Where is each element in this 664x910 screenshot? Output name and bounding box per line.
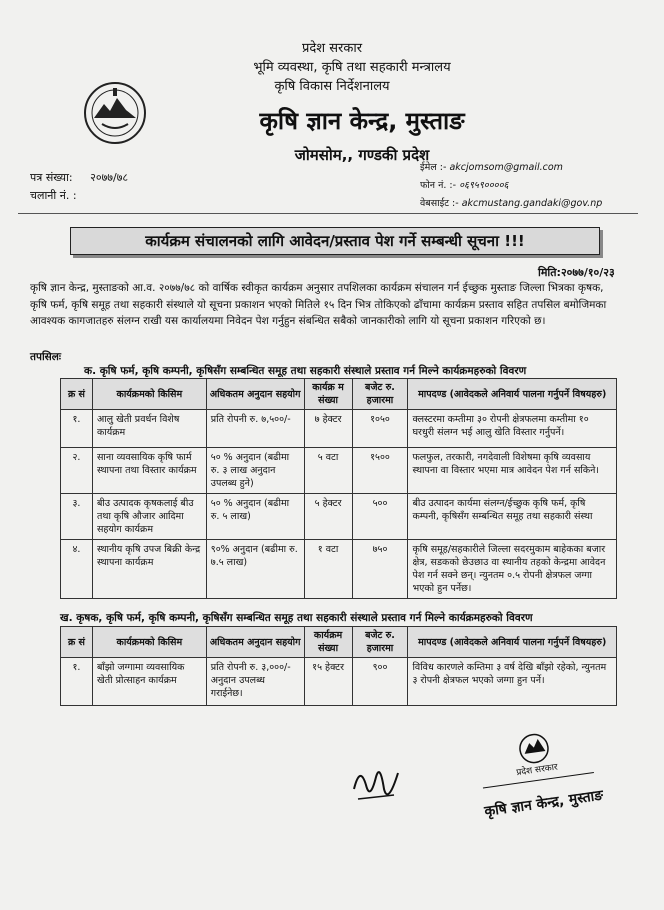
header-criteria: मापदण्ड (आवेदकले अनिवार्य पालना गर्नुपर्ने विषयहरु) xyxy=(408,379,617,410)
chalani-number: चलानी नं. : xyxy=(30,189,77,202)
header-line-directorate: कृषि विकास निर्देशनालय xyxy=(274,79,390,94)
contact-website xyxy=(420,196,602,209)
cell-budget: ५०० xyxy=(352,494,408,540)
email-value: akcjomsom@gmail.com xyxy=(449,162,563,173)
cell-program-type: आलु खेती प्रवर्धन विशेष कार्यक्रम xyxy=(92,410,206,448)
cell-sn: २. xyxy=(61,448,93,494)
cell-criteria: बीउ उत्पादन कार्यमा संलग्न/ईच्छुक कृषि फर्म, कृषि कम्पनी, कृषिसँग सम्बन्धित समूह तथा सहकारी संस्था xyxy=(408,494,617,540)
cell-criteria: विविध कारणले कम्तिमा ३ वर्ष देखि बाँझो रहेको, न्युनतम ३ रोपनी क्षेत्रफल भएको जग्गा हुन पर्ने। xyxy=(408,658,617,706)
body-paragraph: कृषि ज्ञान केन्द्र, मुस्ताङको आ.व. २०७७/७८ को वार्षिक स्वीकृत कार्यक्रम अनुसार तपशिलका कार्यक्रम संचालन गर्न ईच्छुक मुस्ताङ जिल्ला भित्रका कृषक, कृषि फर्म, कृषि समूह तथा सहकारी संस्थाले यो सूचना प्रकाशन भएको मितिले १५ दिन भित्र तोकिएको ढाँचामा कार्यक्रम प्रस्ताव सहित तपसिल बमोजिमका आवश्यक कागजातहरु संलग्न राखी यस कार्यालयमा निवेदन पेश गर्नुहुन संबन्धित सबैको जानकारीको लागि यो सूचना प्रकाशन गरिएको छ। xyxy=(30,282,607,327)
section-b-table xyxy=(60,626,617,706)
cell-program-count: १५ हेक्टर xyxy=(304,658,352,706)
cell-sn: १. xyxy=(61,410,93,448)
cell-program-type: बाँझो जग्गामा व्यवसायिक खेती प्रोत्साहन कार्यक्रम xyxy=(92,658,206,706)
phone-label: फोन नं. :- xyxy=(420,180,457,191)
tapsil-label: तपसिलः xyxy=(30,351,62,363)
cell-budget: ९०० xyxy=(352,658,408,706)
cell-criteria: कृषि समूह/सहकारीले जिल्ला सदरमुकाम बाहेकका बजार क्षेत्र, सडकको छेउछाउ वा स्थानीय तहको केन्द्रमा आवेदन पेश गर्न सक्ने छन्। न्युनतम ०.५ रोपनी क्षेत्रफल जग्गा भएको हुन पर्नेछ। xyxy=(408,540,617,599)
notice-date: मिति:२०७७/१०/२३ xyxy=(538,266,615,279)
header-criteria: मापदण्ड (आवेदकले अनिवार्य पालना गर्नुपर्ने विषयहरु) xyxy=(408,627,617,658)
patra-label: पत्र संख्या: xyxy=(30,171,73,184)
cell-program-type: स्थानीय कृषि उपज बिक्री केन्द्र स्थापना कार्यक्रम xyxy=(92,540,206,599)
contact-email xyxy=(420,160,563,173)
email-label: ईमेल :- xyxy=(420,162,447,173)
section-a-title: क. कृषि फर्म, कृषि कम्पनी, कृषिसँग सम्बन्धित समूह तथा सहकारी संस्थाले प्रस्ताव गर्न मिल्ने कार्यक्रमहरुको विवरण xyxy=(84,365,527,377)
header-program-count: कार्यक्र म संख्या xyxy=(304,379,352,410)
stamp-line-office: कृषि ज्ञान केन्द्र, मुस्ताङ xyxy=(483,787,605,820)
header-budget: बजेट रु. हजारमा xyxy=(352,379,408,410)
cell-max-grant: ५० % अनुदान (बढीमा रु. ३ लाख अनुदान उपलब्ध हुने) xyxy=(206,448,304,494)
notice-title: कार्यक्रम संचालनको लागि आवेदन/प्रस्ताव पेश गर्ने सम्बन्धी सूचना !!! xyxy=(145,232,525,250)
table-row xyxy=(61,410,617,448)
contact-phone xyxy=(420,178,508,191)
table-row xyxy=(61,540,617,599)
header-divider xyxy=(18,213,638,214)
notice-title-box xyxy=(70,227,600,255)
table-row xyxy=(61,658,617,706)
header-line-state-govt: प्रदेश सरकार xyxy=(301,41,363,56)
patra-value: २०७७/७८ xyxy=(90,171,129,184)
office-location: जोमसोम,, गण्डकी प्रदेश xyxy=(294,146,430,164)
cell-program-count: ५ हेक्टर xyxy=(304,494,352,540)
office-name: कृषि ज्ञान केन्द्र, मुस्ताङ xyxy=(259,107,465,135)
table-row xyxy=(61,494,617,540)
cell-max-grant: प्रति रोपनी रु. ७,५००/- xyxy=(206,410,304,448)
website-label: वेबसाईट :- xyxy=(420,198,459,209)
header-program-count: कार्यक्रम संख्या xyxy=(304,627,352,658)
section-a-table xyxy=(60,378,617,599)
phone-value: ०६९५९००००६ xyxy=(459,180,509,191)
header-program-type: कार्यक्रमको किसिम xyxy=(92,379,206,410)
header-budget: बजेट रु. हजारमा xyxy=(352,627,408,658)
cell-program-count: १ वटा xyxy=(304,540,352,599)
table-header-row xyxy=(61,627,617,658)
header-max-grant: अधिकतम अनुदान सहयोग xyxy=(206,627,304,658)
cell-program-type: बीउ उत्पादक कृषकलाई बीउ तथा कृषि औजार आदिमा सहयोग कार्यक्रम xyxy=(92,494,206,540)
cell-budget: ७५० xyxy=(352,540,408,599)
section-b-title: ख. कृषक, कृषि फर्म, कृषि कम्पनी, कृषिसँग सम्बन्धित समूह तथा सहकारी संस्थाले प्रस्ताव गर्न मिल्ने कार्यक्रमहरुको विवरण xyxy=(60,612,533,624)
cell-sn: १. xyxy=(61,658,93,706)
cell-budget: १०५० xyxy=(352,410,408,448)
header-max-grant: अधिकतम अनुदान सहयोग xyxy=(206,379,304,410)
signature-mark xyxy=(346,755,406,815)
cell-program-count: ७ हेक्टर xyxy=(304,410,352,448)
cell-criteria: फलफुल, तरकारी, नगदेवाली विशेषमा कृषि व्यवसाय स्थापना वा विस्तार भएमा मात्र आवेदन पेश गर्न सकिने। xyxy=(408,448,617,494)
cell-criteria: क्लस्टरमा कम्तीमा ३० रोपनी क्षेत्रफलमा कम्तीमा १० घरधुरी संलग्न भई आलु खेति विस्तार गर्नुपर्ने। xyxy=(408,410,617,448)
official-stamp xyxy=(462,722,618,832)
cell-budget: १५०० xyxy=(352,448,408,494)
stamp-line-govt: प्रदेश सरकार xyxy=(515,762,559,779)
header-sn: क्र सं xyxy=(61,627,93,658)
header-program-type: कार्यक्रमको किसिम xyxy=(92,627,206,658)
table-header-row xyxy=(61,379,617,410)
cell-max-grant: प्रति रोपनी रु. ३,०००/- अनुदान उपलब्ध गराईनेछ। xyxy=(206,658,304,706)
cell-max-grant: ९०% अनुदान (बढीमा रु. ७.५ लाख) xyxy=(206,540,304,599)
cell-program-type: साना व्यवसायिक कृषि फार्म स्थापना तथा विस्तार कार्यक्रम xyxy=(92,448,206,494)
cell-program-count: ५ वटा xyxy=(304,448,352,494)
website-value: akcmustang.gandaki@gov.np xyxy=(461,198,603,209)
header-sn: क्र सं xyxy=(61,379,93,410)
header-line-ministry: भूमि व्यवस्था, कृषि तथा सहकारी मन्त्रालय xyxy=(253,60,451,75)
cell-sn: ४. xyxy=(61,540,93,599)
cell-max-grant: ५० % अनुदान (बढीमा रु. ५ लाख) xyxy=(206,494,304,540)
table-row xyxy=(61,448,617,494)
cell-sn: ३. xyxy=(61,494,93,540)
patra-sankhya xyxy=(30,170,128,185)
